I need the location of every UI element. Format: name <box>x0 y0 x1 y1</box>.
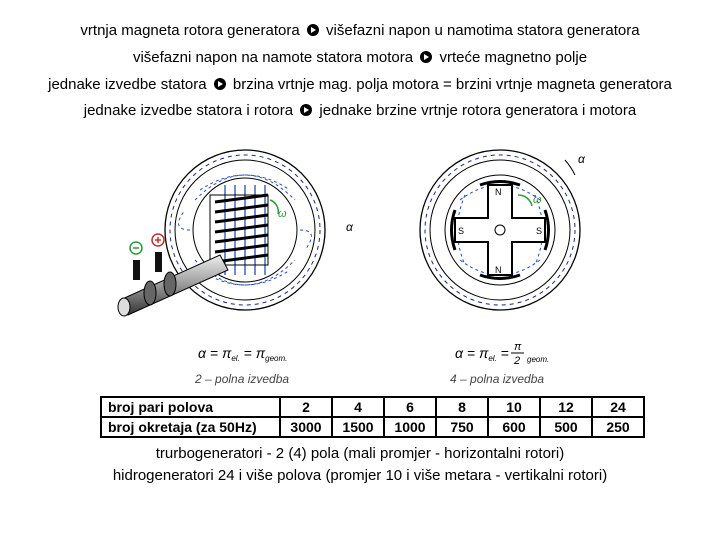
formula-denominator: 2 <box>514 355 521 367</box>
table-cell: 6 <box>384 397 436 417</box>
statement-4-left: jednake izvedbe statora i rotora <box>83 102 294 119</box>
statement-2-right: vrteće magnetno polje <box>439 49 588 66</box>
formula-4-pole: $\alpha = \pi_{el.}$ = <box>455 345 509 363</box>
table-cell: 12 <box>540 397 592 417</box>
table-cell: 24 <box>592 397 644 417</box>
table-cell: 8 <box>436 397 488 417</box>
caption-2-pole: 2 – polna izvedba <box>195 372 290 386</box>
table-cell: 600 <box>488 417 540 437</box>
footer-hydrogenerators: hidrogeneratori 24 i više polova (promjer 10 i više metara - vertikalni rotori) <box>112 467 608 484</box>
slip-ring-2 <box>164 272 176 296</box>
table-cell: 3000 <box>280 417 332 437</box>
statement-1-left: vrtnja magneta rotora generatora <box>80 22 300 39</box>
rotor-windings <box>215 195 268 262</box>
table-cell: 1000 <box>384 417 436 437</box>
statement-4-right: jednake brzine vrtnje rotora generatora i motora <box>319 102 637 119</box>
brush-2 <box>155 252 162 272</box>
pole-n-top: N <box>495 187 502 197</box>
statement-2-left: višefazni napon na namote statora motora <box>132 49 414 66</box>
table-row <box>101 397 644 417</box>
pole-s-left: S <box>458 226 465 236</box>
caption-4-pole: 4 – polna izvedba <box>450 372 545 386</box>
statement-3-right: brzina vrtnje mag. polja motora = brzini vrtnje magneta generatora <box>232 76 672 93</box>
table-cell: 500 <box>540 417 592 437</box>
row-header-speed: broj okretaja (za 50Hz) <box>101 417 280 437</box>
table-cell: 4 <box>332 397 384 417</box>
table-cell: 10 <box>488 397 540 417</box>
formula-2-pole: $\alpha = \pi_{el.} = \pi_{geom.}$ <box>198 345 288 363</box>
alpha-label: α <box>346 220 353 234</box>
pole-n-bottom: N <box>495 265 502 275</box>
table-cell: 1500 <box>332 417 384 437</box>
table-cell: 250 <box>592 417 644 437</box>
table-row <box>101 417 644 437</box>
statement-1-right: višefazni napon u namotima statora generatora <box>326 22 640 39</box>
brush-1 <box>133 260 140 280</box>
statement-3-left: jednake izvedbe statora <box>48 76 207 93</box>
omega-label: ω <box>278 208 287 220</box>
table-cell: 750 <box>436 417 488 437</box>
alpha-label: α <box>578 152 585 166</box>
omega-label: ω <box>533 194 542 206</box>
slip-ring-1 <box>144 281 156 305</box>
formula-sub-geom: geom. <box>527 355 550 364</box>
row-header-pole-pairs: broj pari polova <box>101 397 280 417</box>
two-pole-machine <box>118 150 354 386</box>
four-pole-machine <box>420 150 586 386</box>
shaft-end <box>118 298 130 316</box>
four-pole-rotor <box>455 185 545 275</box>
footer-turbogenerators: trurbogeneratori - 2 (4) pola (mali promjer - horizontalni rotori) <box>155 445 565 462</box>
pole-s-right: S <box>536 226 543 236</box>
rotation-arrow-icon <box>518 195 532 206</box>
formula-numerator: π <box>514 341 522 353</box>
table-cell: 2 <box>280 397 332 417</box>
poles-speed-table <box>100 396 645 438</box>
